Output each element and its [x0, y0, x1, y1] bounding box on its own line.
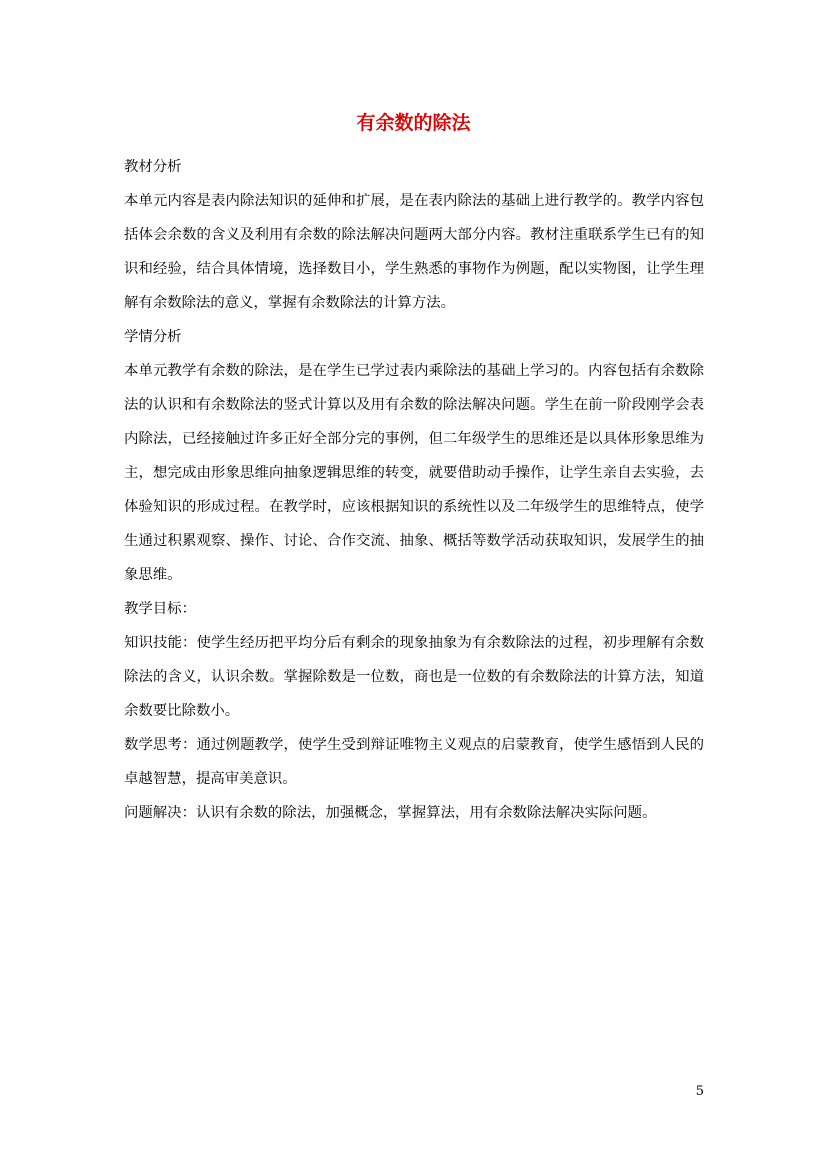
page-number: 5 — [695, 1084, 704, 1099]
section-body-textbook-analysis: 本单元内容是表内除法知识的延伸和扩展，是在表内除法的基础上进行教学的。教学内容包括体会余数的含义及利用有余数的除法解决问题两大部分内容。教材注重联系学生已有的知识和经验，结合具体情境，选择数目小，学生熟悉的事物作为例题，配以实物图，让学生理解有余数除法的意义，掌握有余数除法的计算方法。 — [124, 193, 704, 311]
goal-knowledge-skills: 知识技能：使学生经历把平均分后有剩余的现象抽象为有余数除法的过程，初步理解有余数除法的含义，认识余数。掌握除数是一位数，商也是一位数的有余数除法的计算方法，知道余数要比除数小。 — [124, 635, 704, 719]
section-body-student-analysis: 本单元教学有余数的除法，是在学生已学过表内乘除法的基础上学习的。内容包括有余数除法的认识和有余数除法的竖式计算以及用有余数的除法解决问题。学生在前一阶段刚学会表内除法，已经接触过许多正好全部分完的事例，但二年级学生的思维还是以具体形象思维为主，想完成由形象思维向抽象逻辑思维的转变，就要借助动手操作，让学生亲自去实验，去体验知识的形成过程。在教学时，应该根据知识的系统性以及二年级学生的思维特点，使学生通过积累观察、操作、讨论、合作交流、抽象、概括等数学活动获取知识，发展学生的抽象思维。 — [124, 363, 704, 583]
goal-math-thinking: 数学思考：通过例题教学，使学生受到辩证唯物主义观点的启蒙教育，使学生感悟到人民的卓越智慧，提高审美意识。 — [124, 737, 704, 787]
goal-problem-solving: 问题解决：认识有余数的除法，加强概念，掌握算法，用有余数除法解决实际问题。 — [124, 805, 657, 821]
section-heading-teaching-goals: 教学目标： — [124, 601, 196, 617]
section-heading-textbook-analysis: 教材分析 — [124, 159, 182, 175]
document-title: 有余数的除法 — [356, 112, 471, 134]
section-heading-student-analysis: 学情分析 — [124, 329, 182, 345]
document-body — [124, 150, 704, 830]
